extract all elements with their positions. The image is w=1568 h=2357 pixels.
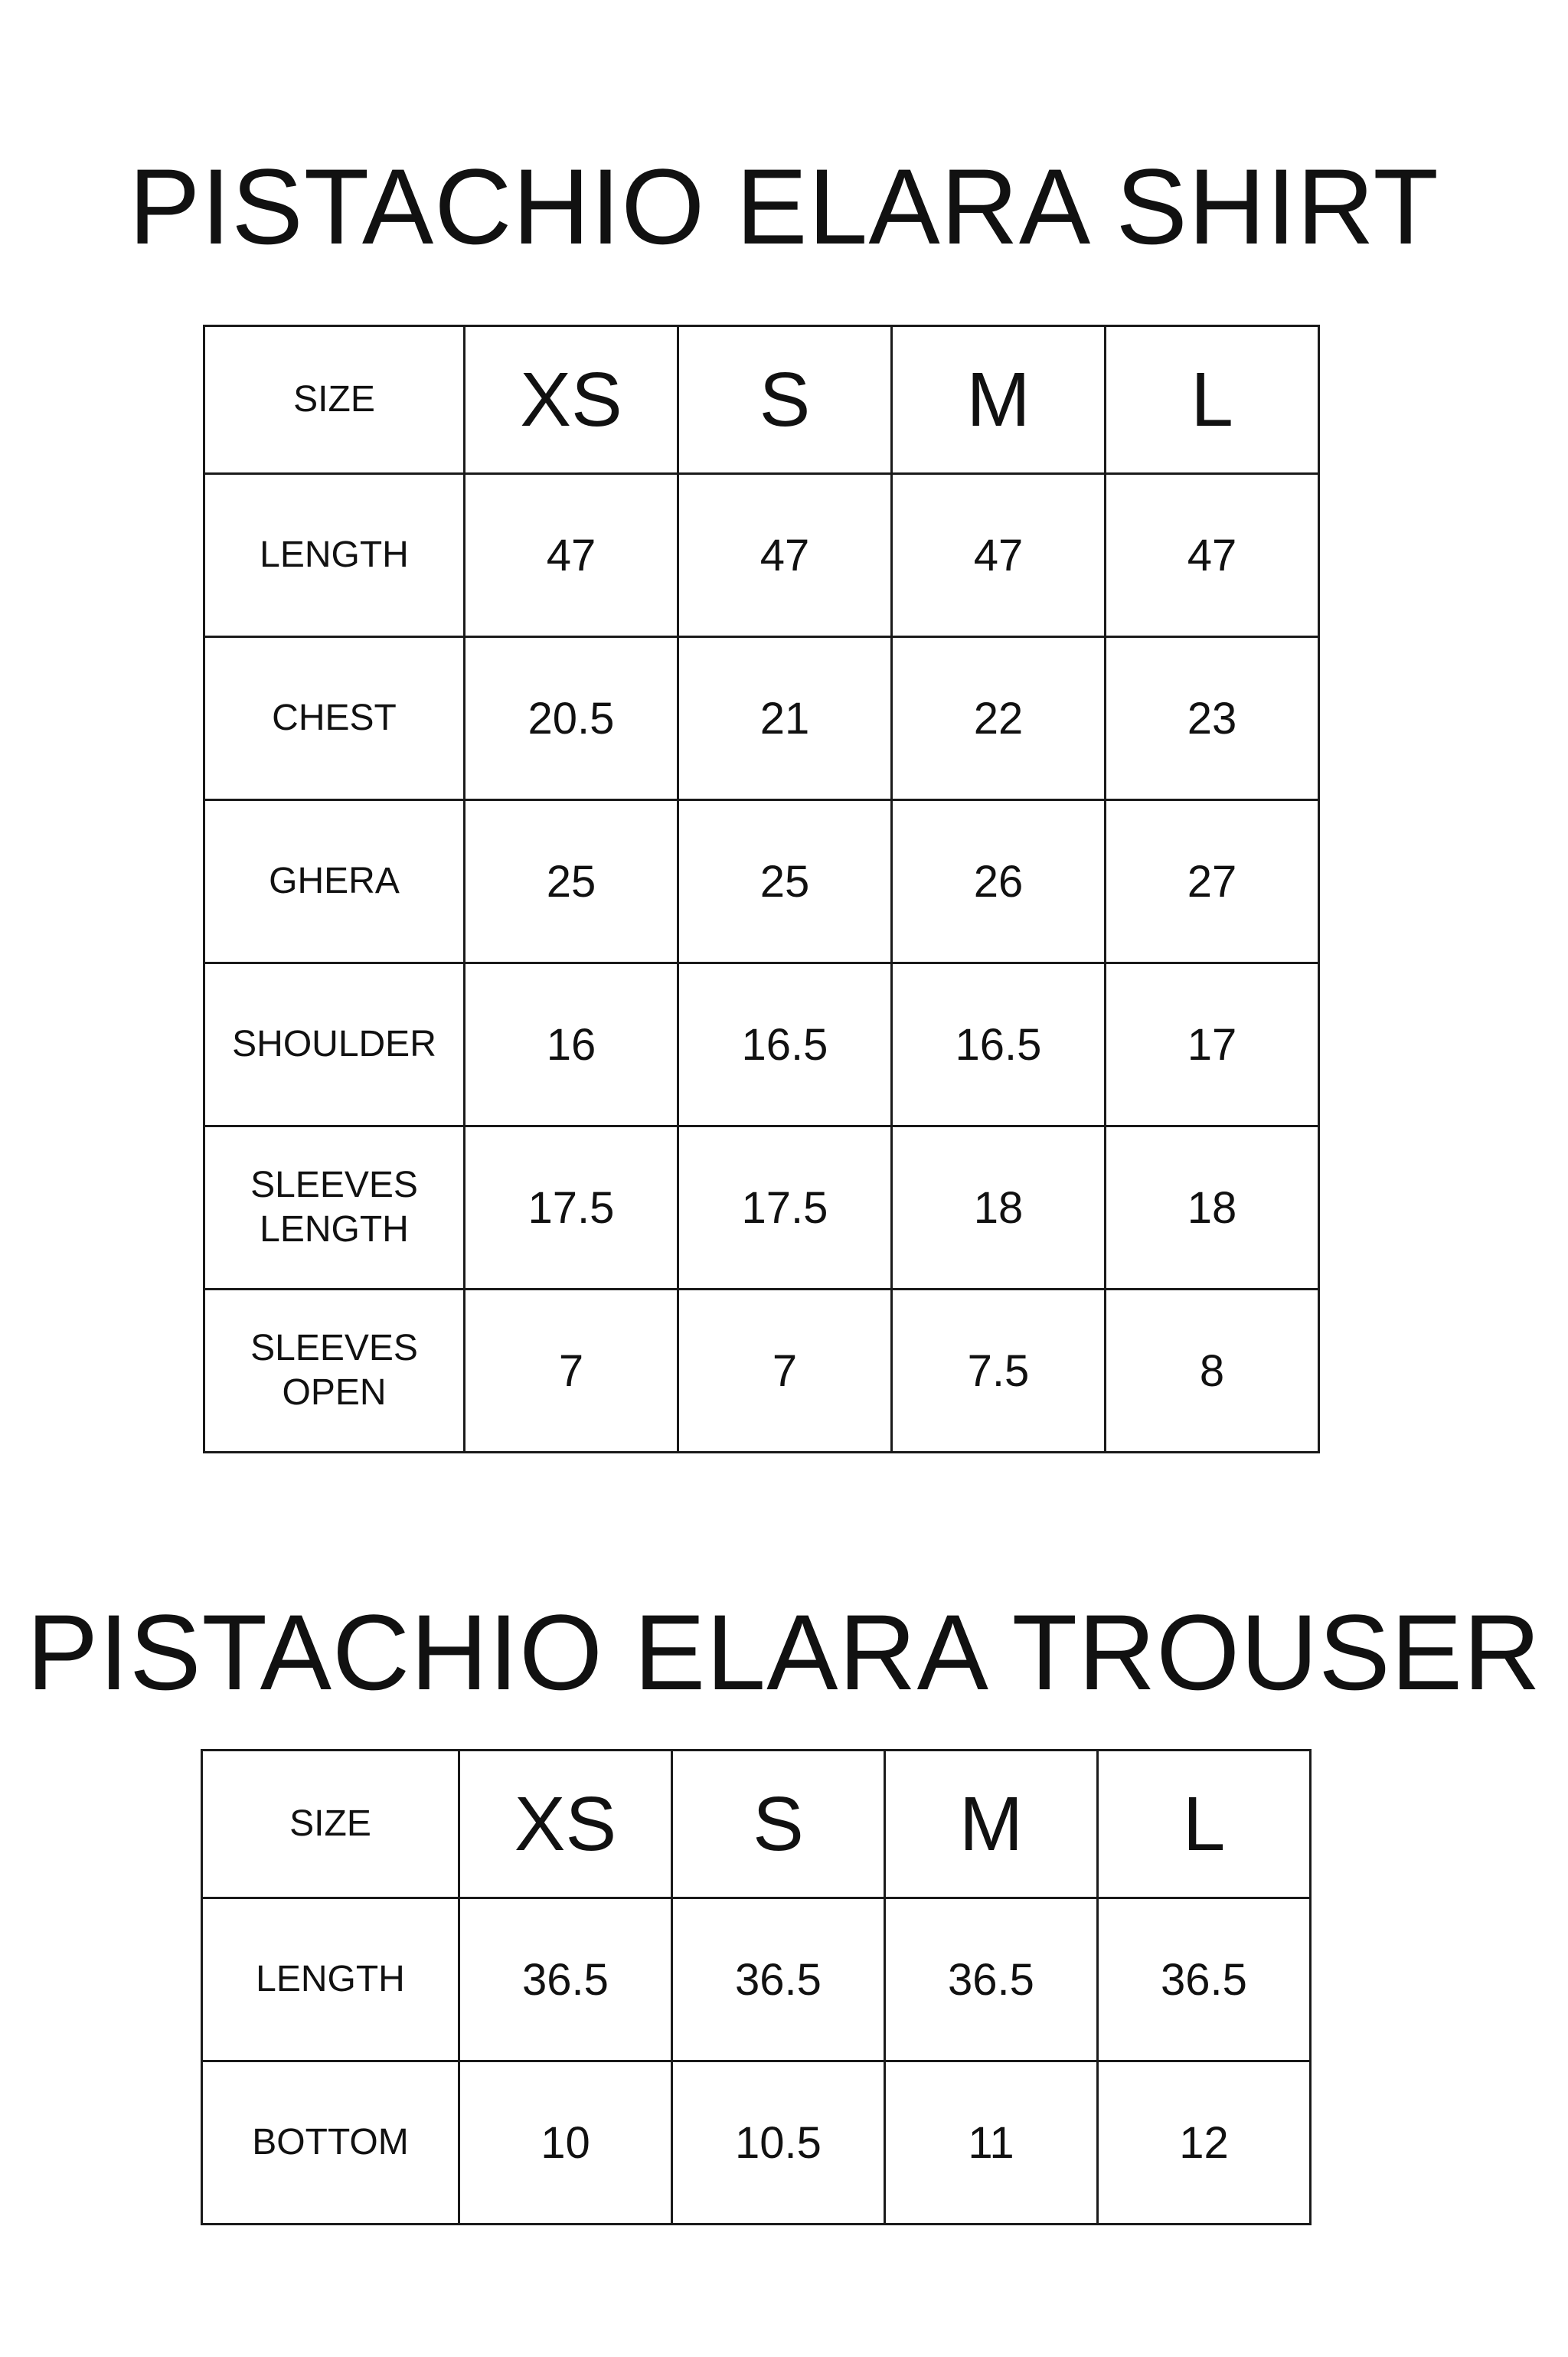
row-label-line: OPEN bbox=[282, 1372, 387, 1413]
trouser-title: PISTACHIO ELARA TROUSER bbox=[26, 1592, 1542, 1712]
table-cell: 16 bbox=[465, 963, 678, 1126]
table-header-row bbox=[202, 1751, 1311, 1898]
table-row bbox=[204, 1126, 1319, 1290]
table-cell: 7 bbox=[465, 1290, 678, 1453]
row-label-line: CHEST bbox=[272, 698, 397, 739]
row-label-line: BOTTOM bbox=[252, 2122, 409, 2163]
table-cell: 47 bbox=[1106, 474, 1319, 637]
table-cell: 25 bbox=[465, 800, 678, 963]
table-row bbox=[202, 1898, 1311, 2061]
row-label-line: SLEEVES bbox=[250, 1328, 418, 1369]
table-cell: 36.5 bbox=[459, 1898, 672, 2061]
table-header-row bbox=[204, 326, 1319, 474]
row-label-line: SHOULDER bbox=[232, 1024, 436, 1065]
row-label bbox=[204, 800, 465, 963]
table-cell: 10 bbox=[459, 2061, 672, 2225]
row-label bbox=[204, 963, 465, 1126]
table-cell: 36.5 bbox=[1098, 1898, 1311, 2061]
row-label bbox=[204, 637, 465, 800]
trouser-size-table bbox=[201, 1749, 1312, 2225]
size-header-l: L bbox=[1106, 326, 1319, 474]
table-cell: 27 bbox=[1106, 800, 1319, 963]
size-header-label: SIZE bbox=[202, 1751, 459, 1898]
row-label-line: SLEEVES bbox=[250, 1165, 418, 1206]
row-label bbox=[202, 2061, 459, 2225]
shirt-title: PISTACHIO ELARA SHIRT bbox=[129, 146, 1439, 266]
table-cell: 22 bbox=[892, 637, 1106, 800]
row-label-line: LENGTH bbox=[256, 1959, 405, 2000]
table-row bbox=[204, 1290, 1319, 1453]
table-cell: 47 bbox=[465, 474, 678, 637]
table-cell: 16.5 bbox=[892, 963, 1106, 1126]
table-cell: 16.5 bbox=[678, 963, 892, 1126]
table-cell: 47 bbox=[678, 474, 892, 637]
size-header-xs: XS bbox=[459, 1751, 672, 1898]
size-header-m: M bbox=[892, 326, 1106, 474]
table-row bbox=[204, 800, 1319, 963]
size-header-m: M bbox=[885, 1751, 1098, 1898]
table-cell: 25 bbox=[678, 800, 892, 963]
table-cell: 17.5 bbox=[678, 1126, 892, 1290]
row-label bbox=[202, 1898, 459, 2061]
table-cell: 20.5 bbox=[465, 637, 678, 800]
table-cell: 7 bbox=[678, 1290, 892, 1453]
table-cell: 7.5 bbox=[892, 1290, 1106, 1453]
table-row bbox=[204, 963, 1319, 1126]
size-header-label: SIZE bbox=[204, 326, 465, 474]
table-cell: 11 bbox=[885, 2061, 1098, 2225]
row-label-line: LENGTH bbox=[260, 534, 409, 576]
size-header-s: S bbox=[678, 326, 892, 474]
table-cell: 23 bbox=[1106, 637, 1319, 800]
table-cell: 10.5 bbox=[672, 2061, 885, 2225]
table-cell: 36.5 bbox=[672, 1898, 885, 2061]
table-cell: 17.5 bbox=[465, 1126, 678, 1290]
row-label-line: LENGTH bbox=[260, 1209, 409, 1250]
table-cell: 12 bbox=[1098, 2061, 1311, 2225]
table-row bbox=[202, 2061, 1311, 2225]
size-header-s: S bbox=[672, 1751, 885, 1898]
shirt-size-table bbox=[203, 325, 1320, 1453]
size-header-xs: XS bbox=[465, 326, 678, 474]
table-row bbox=[204, 474, 1319, 637]
table-cell: 17 bbox=[1106, 963, 1319, 1126]
table-cell: 18 bbox=[1106, 1126, 1319, 1290]
table-cell: 26 bbox=[892, 800, 1106, 963]
size-header-l: L bbox=[1098, 1751, 1311, 1898]
table-row bbox=[204, 637, 1319, 800]
row-label-line: GHERA bbox=[269, 861, 400, 902]
table-cell: 47 bbox=[892, 474, 1106, 637]
row-label bbox=[204, 1290, 465, 1453]
table-cell: 18 bbox=[892, 1126, 1106, 1290]
table-cell: 8 bbox=[1106, 1290, 1319, 1453]
table-cell: 36.5 bbox=[885, 1898, 1098, 2061]
row-label bbox=[204, 1126, 465, 1290]
table-cell: 21 bbox=[678, 637, 892, 800]
row-label bbox=[204, 474, 465, 637]
